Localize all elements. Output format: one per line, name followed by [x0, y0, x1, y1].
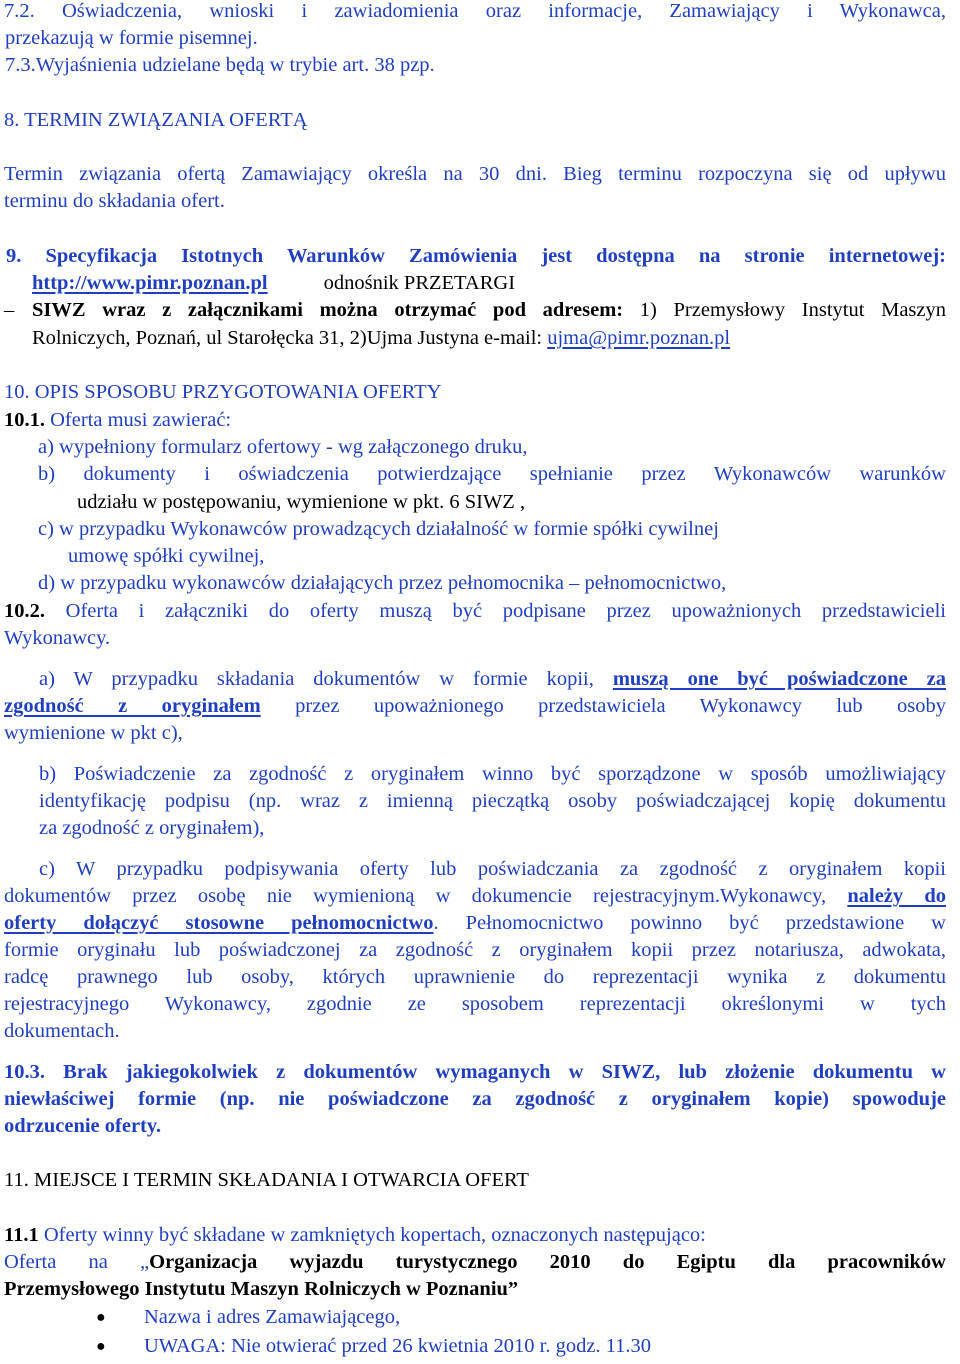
bullet-dot: ● — [96, 1338, 106, 1355]
dash-marker: – — [4, 299, 15, 321]
section-10-1: 10.1. Oferta musi zawierać: — [4, 409, 232, 431]
section-11-1: 11.1 Oferty winny być składane w zamkniętych kopertach, oznaczonych następująco: — [4, 1224, 706, 1246]
section-8-para-line2: terminu do składania ofert. — [4, 190, 225, 212]
bullet-item-1: Nazwa i adres Zamawiającego, — [144, 1306, 401, 1328]
section-9-heading: 9. Specyfikacja Istotnych Warunków Zamówienia jest dostępna na stronie internetowej: — [6, 245, 946, 267]
section-10-2-line2: Wykonawcy. — [4, 627, 111, 649]
section-8-heading: 8. TERMIN ZWIĄZANIA OFERTĄ — [4, 109, 308, 131]
section-7-3: 7.3.Wyjaśnienia udzielane będą w trybie art. 38 pzp. — [5, 54, 435, 76]
email-link[interactable]: ujma@pimr.poznan.pl — [547, 327, 731, 349]
para-c-line1: c) W przypadku podpisywania oferty lub poświadczania za zgodność z oryginałem kopii — [39, 858, 946, 880]
section-11-heading: 11. MIEJSCE I TERMIN SKŁADANIA I OTWARCIA OFERT — [4, 1169, 529, 1191]
item-b-line1: b) dokumenty i oświadczenia potwierdzające spełnianie przez Wykonawców warunków — [38, 463, 946, 485]
section-10-heading: 10. OPIS SPOSOBU PRZYGOTOWANIA OFERTY — [4, 381, 442, 403]
item-a: a) wypełniony formularz ofertowy - wg załączonego druku, — [38, 436, 528, 458]
para-a-line1: a) W przypadku składania dokumentów w formie kopii, muszą one być poświadczone za — [39, 668, 947, 690]
item-c-line2: umowę spółki cywilnej, — [68, 545, 265, 567]
para-a-line2: zgodność z oryginałem przez upoważnionego przedstawiciela Wykonawcy lub osoby — [4, 695, 946, 717]
section-9-link-line — [32, 270, 946, 297]
pimr-website-link[interactable]: http://www.pimr.poznan.pl — [32, 272, 268, 294]
para-c-line4: formie oryginału lub poświadczonej za zgodność z oryginałem kopii przez notariusza, adwokata, — [4, 939, 946, 961]
para-c-line7: dokumentach. — [4, 1020, 120, 1042]
siwz-line1: SIWZ wraz z załącznikami można otrzymać pod adresem: 1) Przemysłowy Instytut Maszyn — [32, 299, 946, 321]
bullet-item-2: UWAGA: Nie otwierać przed 26 kwietnia 2010 r. godz. 11.30 — [144, 1335, 652, 1357]
bullet-dot: ● — [96, 1309, 106, 1326]
item-c-line1: c) w przypadku Wykonawców prowadzących działalność w formie spółki cywilnej — [38, 518, 719, 540]
para-b-line1: b) Poświadczenie za zgodność z oryginałem winno być sporządzone w sposób umożliwiający — [39, 763, 946, 785]
siwz-line2: Rolniczych, Poznań, ul Starołęcka 31, 2)Ujma Justyna e-mail: ujma@pimr.poznan.pl — [32, 327, 731, 349]
para-c-line5: radcę prawnego lub osoby, których uprawnienie do reprezentacji wynika z dokumentu — [4, 966, 946, 988]
para-a-line3: wymienione w pkt c), — [4, 722, 183, 744]
section-8-para-line1: Termin związania ofertą Zamawiający określa na 30 dni. Bieg terminu rozpoczyna się od upływu — [4, 163, 946, 185]
odnosnik-przetargi: odnośnik PRZETARGI — [323, 272, 516, 294]
offer-title-line2: Przemysłowego Instytutu Maszyn Rolniczych w Poznaniu” — [4, 1278, 519, 1300]
section-10-3-line2: niewłaściwej formie (np. nie poświadczone za zgodność z oryginałem kopie) spowoduje — [4, 1088, 946, 1110]
section-7-2-line2: przekazują w formie pisemnej. — [5, 27, 258, 49]
para-c-line2: dokumentów przez osobę nie wymienioną w dokumencie rejestracyjnym.Wykonawcy, należy do — [4, 885, 946, 907]
section-10-3-line1: 10.3. Brak jakiegokolwiek z dokumentów wymaganych w SIWZ, lub złożenie dokumentu w — [4, 1061, 946, 1083]
para-b-line3: za zgodność z oryginałem), — [39, 817, 265, 839]
section-10-3-line3: odrzucenie oferty. — [4, 1115, 162, 1137]
item-d: d) w przypadku wykonawców działających przez pełnomocnika – pełnomocnictwo, — [38, 572, 727, 594]
offer-title-line1: Oferta na „Organizacja wyjazdu turystycznego 2010 do Egiptu dla pracowników — [4, 1251, 946, 1273]
item-b-line2: udziału w postępowaniu, wymienione w pkt. 6 SIWZ , — [77, 491, 526, 513]
section-7-2-line1: 7.2. Oświadczenia, wnioski i zawiadomienia oraz informacje, Zamawiający i Wykonawca, — [4, 0, 946, 22]
section-10-2-line1: 10.2. Oferta i załączniki do oferty muszą być podpisane przez upoważnionych przedstawicieli — [4, 600, 946, 622]
para-c-line3: oferty dołączyć stosowne pełnomocnictwo. Pełnomocnictwo powinno być przedstawione w — [4, 912, 946, 934]
para-b-line2: identyfikację podpisu (np. wraz z imienną pieczątką osoby poświadczającej kopię dokumentu — [39, 790, 946, 812]
para-c-line6: rejestracyjnego Wykonawcy, zgodnie ze sposobem reprezentacji określonymi w tych — [4, 993, 946, 1015]
